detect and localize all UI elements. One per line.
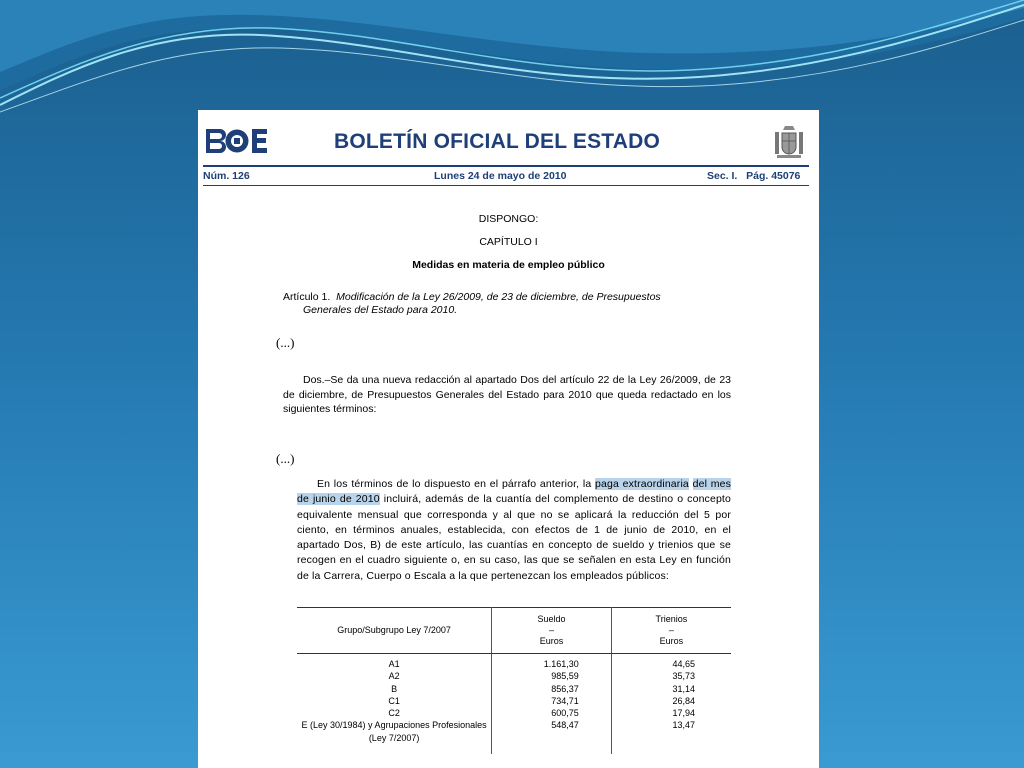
row-group: A1: [388, 659, 400, 669]
row-trienios: 44,65: [611, 654, 731, 671]
row-group-line-2: (Ley 7/2007): [368, 732, 420, 743]
row-group: [297, 719, 492, 754]
table-row: [297, 654, 731, 671]
row-group: A2: [388, 671, 400, 682]
header-rule: [203, 185, 809, 186]
row-sueldo: 600,75: [492, 707, 612, 719]
coat-of-arms-icon: [771, 124, 807, 160]
table-row: [297, 695, 731, 707]
table-row: [297, 707, 731, 719]
row-trienios: 31,14: [611, 683, 731, 695]
ellipsis-2: (...): [276, 451, 295, 466]
row-trienios: 35,73: [611, 670, 731, 682]
boe-logo-icon: [204, 128, 268, 154]
article-label: Artículo 1.: [283, 291, 331, 303]
issue-date: Lunes 24 de mayo de 2010: [434, 170, 567, 182]
section-page: Sec. I. Pág. 45076: [707, 170, 801, 182]
row-group-line-1: E (Ley 30/1984) y Agrupaciones Profesionales: [301, 720, 487, 731]
row-sueldo: 1.161,30: [492, 654, 612, 671]
row-sueldo: 548,47: [492, 719, 612, 754]
row-group: C2: [388, 708, 400, 719]
table-header-group: Grupo/Subgrupo Ley 7/2007: [297, 607, 492, 654]
dos-paragraph: Dos.–Se da una nueva redacción al apartado Dos del artículo 22 de la Ley 26/2009, de 23 de diciembre, de Presupuestos Generales del Estado para 2010 que queda redactado en los siguientes términos:: [283, 374, 731, 415]
sueldo-label: Sueldo: [537, 613, 566, 624]
table-row: [297, 670, 731, 682]
chapter-heading: CAPÍTULO I: [479, 236, 538, 248]
article-title-line-2: Generales del Estado para 2010.: [303, 304, 458, 316]
highlighted-text-2: del mes de junio de 2010: [297, 478, 731, 506]
row-sueldo: 985,59: [492, 670, 612, 682]
trienios-unit: Euros: [659, 635, 684, 646]
table-row: [297, 719, 731, 754]
row-sueldo: 856,37: [492, 683, 612, 695]
dispongo-heading: DISPONGO:: [478, 213, 539, 225]
trienios-label: Trienios: [655, 613, 688, 624]
table-header-row: [297, 607, 731, 654]
quoted-paragraph: [297, 477, 731, 584]
row-trienios: 13,47: [611, 719, 731, 754]
boe-document-page: [198, 110, 819, 768]
table-row: [297, 683, 731, 695]
row-sueldo: 734,71: [492, 695, 612, 707]
row-trienios: 26,84: [611, 695, 731, 707]
chapter-title: Medidas en materia de empleo público: [412, 259, 605, 271]
quote-text-before: En los términos de lo dispuesto en el párrafo anterior, la: [317, 478, 595, 490]
highlighted-text-1: paga extraordinaria: [595, 478, 689, 490]
table-header-trienios: [611, 607, 731, 654]
quote-text-after: incluirá, además de la cuantía del complemento de destino o concepto equivalente mensual que corresponda y al que no se aplicará la reducción del 5 por ciento, en términos anuales, establecida, con efectos de 1 de junio de 2010, en el apartado Dos, B) de este artículo, las cuantías en concepto de sueldo y trienios que se recogen en el cuadro siguiente o, en su caso, las que se señalen en esta Ley en función de la Carrera, Cuerpo o Escala a la que pertenezcan los empleados públicos:: [297, 493, 731, 582]
sueldo-unit: Euros: [539, 635, 564, 646]
sueldo-dash: –: [548, 624, 554, 635]
masthead-rule: [203, 165, 809, 167]
article-heading: [283, 291, 727, 317]
article-title-line-1: Modificación de la Ley 26/2009, de 23 de diciembre, de Presupuestos: [336, 291, 661, 303]
row-group: B: [391, 683, 398, 694]
row-group: C1: [388, 695, 400, 706]
salary-table: [297, 607, 731, 754]
ellipsis-1: (...): [276, 335, 295, 350]
issue-number: Núm. 126: [203, 170, 250, 182]
row-trienios: 17,94: [611, 707, 731, 719]
table-header-sueldo: [492, 607, 612, 654]
masthead-title: BOLETÍN OFICIAL DEL ESTADO: [334, 130, 661, 153]
trienios-dash: –: [668, 624, 674, 635]
